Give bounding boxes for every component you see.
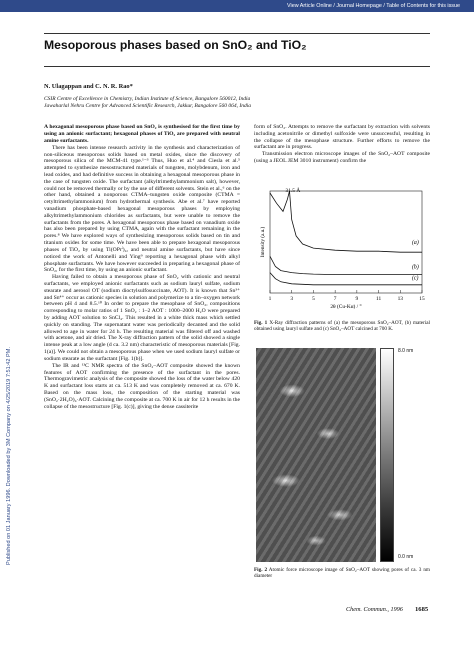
page-number: 1685 [415,606,429,613]
body-paragraph: Having failed to obtain a mesoporous phase of SnO₂ with cationic and neutral surfactants, we employed anionic surfactants such as sodium lauryl sulfate, sodium stearate and aerosol OT (sodium dioctylsulfosuccinate, AOT). It is known that Sn³⁺ and Sn⁴⁺ occur as cationic species in solution and polymerize to a tin–oxygen network between pH 4 and 8.5.¹⁰ In order to prepare the mesophase of SnO₂, compositions corresponding to molar ratios of 1 SnO₂ : 1–2 AOT : 1000–2000 H₂O were prepared by adding AOT solution to SnCl₄. This resulted in a white thick mass which settled quickly on standing. The supernatant water was periodically decanted and the solid allowed to age in water for 24 h. The resulting material was filtered off and washed with acetone, and air dried. The X-ray diffraction pattern of the solid showed a single intense peak at a low angle (d ca. 3.2 nm) characteristic of mesoporous materials [Fig. 1(a)]. We could not obtain a mesoporous phase when we used sodium lauryl sulfate or sodium stearate as the surfactant [Fig. 1(b)]. [44,274,240,362]
download-notice-text: Published on 01 January 1996. Downloaded by 3M Company on 4/25/2019 7:51:42 PM. [6,347,12,565]
x-axis-label: 2θ (Cu-Kα) / ° [330,304,362,310]
affiliation-line: CSIR Centre of Excellence in Chemistry, Indian Institute of Science, Bangalore 560012, India [44,96,251,102]
afm-colorbar [380,348,394,562]
colorbar-labels [398,348,428,562]
figure-1-label: Fig. 1 [254,320,268,326]
y-axis-label: Intensity (a.u.) [260,226,266,258]
figure-2-label: Fig. 2 [254,567,268,573]
series-label: (a) [412,240,419,247]
x-tick-label: 1 [268,296,272,302]
article-authors: N. Ulagappan and C. N. R. Rao* [44,83,133,90]
figure-1-caption [254,320,430,333]
right-column [254,124,430,165]
figure-2-caption [254,567,430,580]
series-label: (b) [412,264,419,271]
series-label: (c) [412,275,419,282]
footer-journal: Chem. Commun., 1996 [346,606,403,613]
plot-frame [270,191,422,293]
title-bottom-rule [44,66,430,67]
body-paragraph: There has been intense research activity in the synthesis and characterization of non-siliceous mesoporous solids based on metal oxides, since the discovery of mesoporous silica of the MCM-41 type.¹⁻³ Thus, Huo et al.⁴ and Ciesla et al.⁵ attempted to synthesize mesostructured materials of tungsten, molybdenum, iron and lead oxides, and had definitive success in obtaining a hexagonal mesoporous phase in the case of tungsten oxide. The surfactant (alkyltrimethylammonium salt), however, could not be removed thermally or by the use of different solvents. Stein et al.,⁶ on the other hand, obtained a nonporous CTMA–tungsten oxide composite (CTMA = cetyltrimethylammonium) from hydrothermal synthesis. Abe et al.⁷ have reported vanadium phosphate-based hexagonal mesoporous phases by employing alkyltrimethylammonium chlorides as surfactants, but were unable to remove the surfactants from the pores. A hexagonal mesoporous phase based on vanadium oxide has also been prepared by using CTMA, again with the surfactant remaining in the pores.⁸ We have explored ways of synthesizing mesoporous solids based on tin and titanium oxides for some time. We have been able to prepare hexagonal mesoporous phases of TiO₂ by using Ti(OPrⁱ)₄, and neutral amine surfactants, but have since noticed the work of Antonelli and Ying⁹ reporting a hexagonal phase with alkyl phosphate surfactants. We have however succeeded in preparing a hexagonal phase of SnO₂, for the first time, by using an anionic surfactant. [44,144,240,274]
x-tick-label: 13 [397,296,403,302]
xrd-chart-svg [256,183,432,315]
figure-1-caption-text: X-Ray diffraction patterns of (a) the mesoporous SnO₂–AOT, (b) material obtained using lauryl sulfate and (c) SnO₂–AOT calcined at 700 K. [254,320,430,333]
series-line-1 [270,191,422,252]
body-paragraph: Transmission electron microscope images of the SnO₂–AOT composite (using a JEOL JEM 3010 instrument) confirm the [254,151,430,165]
series-line-2 [270,256,422,274]
peak-label: 31.5 Å [285,188,301,194]
x-tick-label: 5 [312,296,315,302]
x-tick-label: 7 [333,296,337,302]
article-affiliation [44,96,251,110]
left-column [44,124,240,410]
figure-2-caption-text: Atomic force microscope image of SnO₂–AOT showing pores of ca. 3 nm diameter [254,567,430,580]
x-tick-label: 15 [419,296,425,302]
colorbar-top-label: 8.0 nm [398,348,414,354]
affiliation-line: Jawaharlal Nehru Centre for Advanced Scientific Research, Jakkur, Bangalore 560 064, India [44,103,252,109]
afm-image [256,348,376,562]
journal-links-bar[interactable] [0,0,474,12]
download-notice [1,155,11,565]
abstract: A hexagonal mesoporous phase based on SnO₂ is synthesised for the first time by using an anionic surfactant; hexagonal phases of TiO₂ are prepared with neutral amine surfactants. [44,124,240,144]
colorbar-bottom-label: 0.0 nm [398,554,414,560]
article-title: Mesoporous phases based on SnO₂ and TiO₂ [44,38,307,52]
body-paragraph: form of SnO₂. Attempts to remove the surfactant by extraction with solvents including acetonitrile or dimethyl sulfoxide were unsuccessful, resulting in the collapse of the mesophase structure. Further efforts to remove the surfactant are in progress. [254,124,430,151]
x-tick-label: 11 [375,296,382,302]
xrd-chart [256,183,432,315]
body-paragraph: The IR and ¹³C NMR spectra of the SnO₂–AOT composite showed the known features of AOT confirming the presence of the surfactant in the pores. Thermogravimetric analysis of the composite showed the loss of the water below 420 K and surfactant loss starts at ca. 513 K and was completely removed at ca. 670 K. Based on the mass loss, the composition of the starting material was (SnO₂·2H₂O)₄·AOT. Calcining the composite at ca. 700 K in air for 12 h results in the collapse of the mesostructure [Fig. 1(c)], giving the dense cassiterite [44,362,240,410]
title-top-rule [44,33,430,34]
x-tick-label: 3 [290,296,294,302]
x-tick-label: 9 [355,296,359,302]
journal-links[interactable]: View Article Online / Journal Homepage / Table of Contents for this issue [287,3,460,9]
